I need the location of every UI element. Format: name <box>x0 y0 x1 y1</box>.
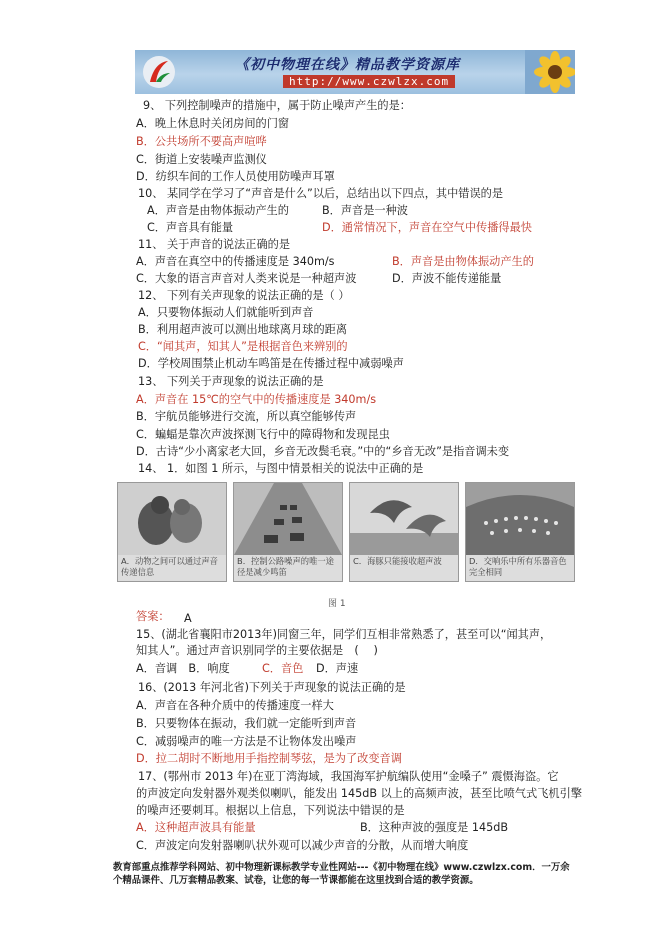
q16-option-d: D．拉二胡时不断地用手指控制琴弦，是为了改变音调 <box>136 752 402 765</box>
q15-option-c: C．音色 <box>262 662 304 675</box>
q10-option-b: B．声音是一种波 <box>322 204 408 217</box>
q16-option-c: C．减弱噪声的唯一方法是不让物体发出噪声 <box>136 735 357 748</box>
orchestra-image-icon <box>466 483 574 555</box>
q15-option-d: D．声速 <box>316 662 359 675</box>
photo-caption-a: A．动物之间可以通过声音传递信息 <box>121 556 218 577</box>
photo-animals <box>117 482 227 582</box>
q13-option-c: C．蝙蝠是靠次声波探测飞行中的障碍物和发现昆虫 <box>136 428 390 441</box>
photo-caption-b: B．控制公路噪声的唯一途径是减少鸣笛 <box>237 556 334 577</box>
answer-label: 答案： <box>136 610 170 623</box>
q12-option-c: C．“闻其声，知其人”是根据音色来辨别的 <box>138 340 348 353</box>
q15-stem-line2: 知其人”。通过声音识别同学的主要依据是 ( ) <box>136 644 378 657</box>
q13-stem: 13、 下列关于声现象的说法正确的是 <box>138 375 324 388</box>
q17-stem-line2: 的声波定向发射器外观类似喇叭，能发出 145dB 以上的高频声波，甚至比喷气式飞机引擎 <box>136 787 582 800</box>
traffic-image-icon <box>234 483 342 555</box>
banner-url[interactable]: http://www.czwlzx.com <box>283 75 455 88</box>
q15-stem-line1: 15、(湖北省襄阳市2013年)同窗三年，同学们互相非常熟悉了，甚至可以“闻其声， <box>136 628 552 641</box>
header-banner <box>135 50 575 94</box>
q12-option-d: D．学校周围禁止机动车鸣笛是在传播过程中减弱噪声 <box>138 357 404 370</box>
q12-option-a: A．只要物体振动人们就能听到声音 <box>138 306 314 319</box>
q9-option-b: B．公共场所不要高声喧哗 <box>136 135 267 148</box>
q17-option-b: B．这种声波的强度是 145dB <box>360 821 509 834</box>
q13-option-a: A．声音在 15℃的空气中的传播速度是 340m/s <box>136 393 377 406</box>
q11-option-a: A．声音在真空中的传播速度是 340m/s <box>136 255 335 268</box>
q11-option-d: D．声波不能传递能量 <box>392 272 502 285</box>
q17-stem-line1: 17、(鄂州市 2013 年)在亚丁湾海域，我国海军护航编队使用“金嗓子” 震慑海盗。它 <box>138 770 559 783</box>
animals-image-icon <box>118 483 226 555</box>
q9-option-d: D．纺织车间的工作人员使用防噪声耳罩 <box>136 170 335 183</box>
photo-orchestra <box>465 482 575 582</box>
q11-option-b: B．声音是由物体振动产生的 <box>392 255 534 268</box>
q15-options-ab: A．音调 B．响度 <box>136 662 241 675</box>
photo-caption-c: C．海豚只能接收超声波 <box>353 556 442 566</box>
banner-title: 《初中物理在线》精品教学资源库 <box>235 57 460 73</box>
photo-caption-d: D．交响乐中所有乐器音色完全相同 <box>469 556 567 577</box>
figure-label: 图 1 <box>328 599 346 609</box>
q17-stem-line3: 的噪声还要刺耳。根据以上信息，下列说法中错误的是 <box>136 804 405 817</box>
q16-option-a: A．声音在各种介质中的传播速度一样大 <box>136 699 334 712</box>
q9-option-c: C．街道上安装噪声监测仪 <box>136 153 267 166</box>
q10-option-c: C．声音具有能量 <box>147 221 234 234</box>
q13-option-b: B．宇航员能够进行交流，所以真空能够传声 <box>136 410 357 423</box>
sunflower-icon <box>525 50 575 94</box>
q10-option-a: A．声音是由物体振动产生的 <box>147 204 289 217</box>
answer-value: A <box>184 612 192 625</box>
figure-1-photos <box>117 482 573 580</box>
dolphin-image-icon <box>350 483 458 555</box>
q13-option-d: D．古诗“少小离家老大回，乡音无改鬓毛衰。”中的“乡音无改”是指音调未变 <box>136 445 510 458</box>
q17-option-c: C．声波定向发射器喇叭状外观可以减少声音的分散，从而增大响度 <box>136 839 469 852</box>
q11-option-c: C．大象的语言声音对人类来说是一种超声波 <box>136 272 357 285</box>
q10-option-d: D．通常情况下，声音在空气中传播得最快 <box>322 221 532 234</box>
q12-stem: 12、 下列有关声现象的说法正确的是（ ） <box>138 289 350 302</box>
q17-option-a: A．这种超声波具有能量 <box>136 821 256 834</box>
photo-traffic <box>233 482 343 582</box>
q11-stem: 11、 关于声音的说法正确的是 <box>138 238 291 251</box>
q10-stem: 10、 某同学在学习了“声音是什么”以后，总结出以下四点，其中错误的是 <box>138 187 504 200</box>
q16-stem: 16、(2013 年河北省)下列关于声现象的说法正确的是 <box>138 681 406 694</box>
footer-note: 教育部重点推荐学科网站、初中物理新课标教学专业性网站---《初中物理在线》www.czwlzx.com．一万余个精品课件、几万套精品教案、试卷，让您的每一节课都能在这里找到合适的教学资源。 <box>113 862 570 886</box>
q16-option-b: B．只要物体在振动，我们就一定能听到声音 <box>136 717 357 730</box>
photo-dolphins <box>349 482 459 582</box>
q12-option-b: B．利用超声波可以测出地球离月球的距离 <box>138 323 348 336</box>
site-logo-icon <box>141 54 177 90</box>
q9-option-a: A．晚上休息时关闭房间的门窗 <box>136 117 290 130</box>
q9-stem: 9、 下列控制噪声的措施中，属于防止噪声产生的是： <box>143 99 411 112</box>
q14-stem: 14、 1．如图 1 所示，与图中情景相关的说法中正确的是 <box>138 462 424 475</box>
